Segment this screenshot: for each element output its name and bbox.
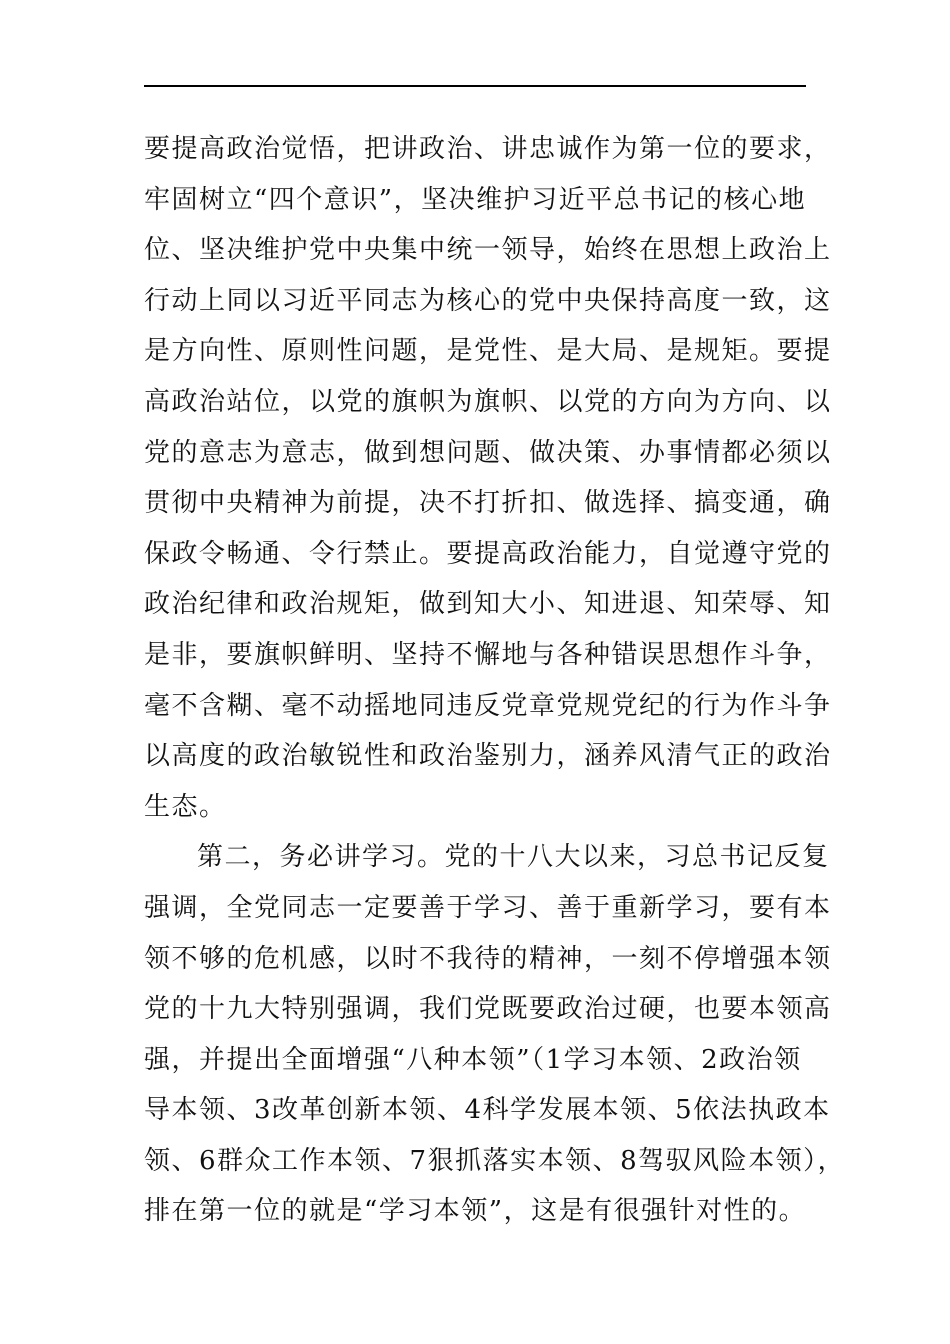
text-line: 领、6群众工作本领、7狠抓落实本领、8驾驭风险本领）， (144, 1145, 846, 1176)
text-line: 牢固树立“四个意识”，坚决维护习近平总书记的核心地 (144, 184, 807, 215)
text-line: 高政治站位，以党的旗帜为旗帜、以党的方向为方向、以 (144, 386, 832, 417)
header-rule (144, 85, 806, 87)
text-line: 领不够的危机感，以时不我待的精神，一刻不停增强本领 (144, 943, 832, 974)
text-line: 要提高政治觉悟，把讲政治、讲忠诚作为第一位的要求， (144, 134, 832, 164)
text-line: 生态。 (144, 791, 227, 822)
text-line: 毫不含糊、毫不动摇地同违反党章党规党纪的行为作斗争 (144, 690, 832, 721)
text-line: 党的十九大特别强调，我们党既要政治过硬，也要本领高 (144, 994, 832, 1025)
text-line: 保政令畅通、令行禁止。要提高政治能力，自觉遵守党的 (144, 538, 832, 569)
text-line: 党的意志为意志，做到想问题、做决策、办事情都必须以 (144, 437, 832, 468)
text-line: 位、坚决维护党中央集中统一领导，始终在思想上政治上 (144, 235, 832, 266)
paragraph-start-line: 第二，务必讲学习。党的十八大以来，习总书记反复 (197, 842, 830, 873)
text-line: 强调，全党同志一定要善于学习、善于重新学习，要有本 (144, 892, 832, 923)
text-line: 是非，要旗帜鲜明、坚持不懈地与各种错误思想作斗争， (144, 639, 832, 670)
text-line: 政治纪律和政治规矩，做到知大小、知进退、知荣辱、知 (144, 589, 832, 620)
text-line: 行动上同以习近平同志为核心的党中央保持高度一致，这 (144, 285, 832, 316)
document-body (144, 124, 846, 1237)
text-line: 以高度的政治敏锐性和政治鉴别力，涵养风清气正的政治 (144, 741, 832, 772)
text-line: 强，并提出全面增强“八种本领”（1学习本领、2政治领 (144, 1044, 802, 1075)
text-line: 排在第一位的就是“学习本领”，这是有很强针对性的。 (144, 1196, 807, 1227)
text-line: 导本领、3改革创新本领、4科学发展本领、5依法执政本 (144, 1095, 831, 1126)
text-line: 贯彻中央精神为前提，决不打折扣、做选择、搞变通，确 (144, 488, 832, 519)
text-line: 是方向性、原则性问题，是党性、是大局、是规矩。要提 (144, 336, 832, 367)
